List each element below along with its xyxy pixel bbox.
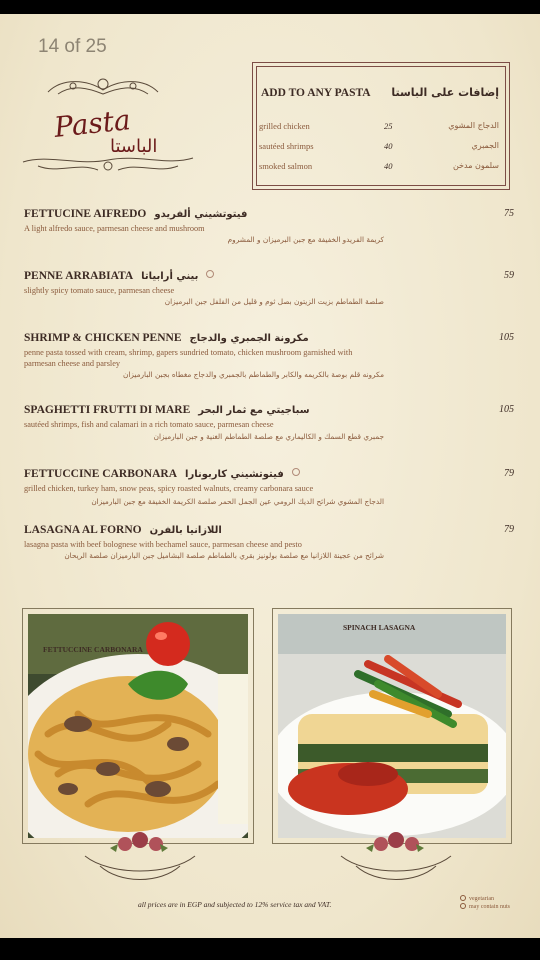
menu-item <box>24 332 516 396</box>
item-price: 59 <box>504 270 514 281</box>
addon-price: 40 <box>384 161 393 171</box>
item-description: A light alfredo sauce, parmesan cheese and mushroom <box>24 224 205 233</box>
addon-name-ar: الدجاج المشوي <box>448 121 499 130</box>
item-description-ar: صلصة الطماطم بزيت الزيتون بصل ثوم و قليل من الفلفل جبن البرميزان <box>164 297 384 306</box>
item-name-ar: مكرونة الجمبري والدجاج <box>189 333 309 344</box>
vegetarian-icon <box>460 895 466 901</box>
addon-row <box>259 161 503 175</box>
legend-nuts: may contain nuts <box>460 903 510 911</box>
item-name: PENNE ARRABIATA بيني أرابياتا <box>24 270 214 282</box>
section-title-ar: الباستا <box>110 136 158 157</box>
item-price: 75 <box>504 208 514 219</box>
item-description: slightly spicy tomato sauce, parmesan cheese <box>24 286 175 295</box>
photo-label: SPINACH LASAGNA <box>343 623 416 632</box>
legend-vegetarian: vegetarian <box>460 895 510 903</box>
item-description: penne pasta tossed with cream, shrimp, gapers sundried tomato, chicken mushroom garnished with parmesan cheese and parsley <box>24 348 353 368</box>
lasagna-photo <box>278 614 506 838</box>
menu-item <box>24 404 516 460</box>
addon-row <box>259 141 503 155</box>
menu-item <box>24 208 516 258</box>
item-name-ar: بيني أرابياتا <box>141 271 199 282</box>
addon-price: 40 <box>384 141 393 151</box>
addons-title-ar: إضافات على الباستا <box>391 86 499 99</box>
photo-frame-carbonara <box>22 608 254 844</box>
menu-page <box>0 14 540 938</box>
menu-item <box>24 524 516 588</box>
item-name: FETTUCINE AIFREDO فيتوتشيني ألفريدو <box>24 208 248 220</box>
section-title-en: Pasta <box>52 103 133 144</box>
section-logo <box>18 62 198 182</box>
addon-price: 25 <box>384 121 393 131</box>
add-to-pasta-box <box>252 62 510 190</box>
item-name-ar: فيتوتشيني ألفريدو <box>154 209 248 220</box>
item-price: 79 <box>504 524 514 535</box>
item-description-ar: الدجاج المشوي شرائح الديك الرومي عين الجمل الحمر صلصة الكريمة الخفيفة مع جبن البارميزان <box>91 497 384 506</box>
item-description-ar: جمبري قطع السمك و الكاليماري مع صلصة الطماطم الغنية و جبن البارميزان <box>153 432 384 441</box>
item-name: SHRIMP & CHICKEN PENNE مكرونة الجمبري والدجاج <box>24 332 309 344</box>
item-description-ar: مكرونه قلم بوصة بالكريمه والكابر والطماطم بالجمبري والدجاج مغطاه بجبن البارميزان <box>122 370 384 379</box>
item-name-ar: اللازانيا بالفرن <box>149 525 222 536</box>
item-description: sautéed shrimps, fish and calamari in a rich tomato sauce, parmesan cheese <box>24 420 274 429</box>
item-description: grilled chicken, turkey ham, snow peas, spicy roasted walnuts, creamy carbonara sauce <box>24 484 314 493</box>
addon-name-ar: الجمبري <box>471 141 499 150</box>
menu-item <box>24 270 516 320</box>
item-price: 105 <box>499 332 514 343</box>
photo-label: FETTUCCINE CARBONARA <box>43 645 143 654</box>
vegetarian-icon <box>292 468 300 476</box>
item-description-ar: كريمة الفريدو الخفيفة مع جبن البرميزان و المشروم <box>227 235 384 244</box>
item-price: 79 <box>504 468 514 479</box>
addons-title: ADD TO ANY PASTA <box>261 87 371 99</box>
price-footnote: all prices are in EGP and subjected to 12% service tax and VAT. <box>138 900 332 909</box>
page-counter: 14 of 25 <box>38 36 107 57</box>
addon-name: grilled chicken <box>259 121 310 131</box>
floral-ornament-icon <box>80 826 200 886</box>
item-name: SPAGHETTI FRUTTI DI MARE سباجيتي مع ثمار البحر <box>24 404 310 416</box>
item-name-ar: فيتوتشيني كاربونارا <box>185 469 284 480</box>
item-name-ar: سباجيتي مع ثمار البحر <box>198 405 310 416</box>
photo-frame-lasagna <box>272 608 512 844</box>
addon-name: sautéed shrimps <box>259 141 314 151</box>
addon-name-ar: سلمون مدخن <box>452 161 499 170</box>
item-description-ar: شرائح من عجينة اللازانيا مع صلصة بولونيز بقري بالطماطم صلصة البشاميل جبن البارميزان صلصة الريحان <box>64 551 384 560</box>
item-name: FETTUCCINE CARBONARA فيتوتشيني كاربونارا <box>24 468 300 480</box>
nuts-icon <box>460 903 466 909</box>
item-description: lasagna pasta with beef bolognese with bechamel sauce, parmesan cheese and pesto <box>24 540 302 549</box>
menu-item <box>24 468 516 524</box>
item-price: 105 <box>499 404 514 415</box>
item-name: LASAGNA AL FORNO اللازانيا بالفرن <box>24 524 222 536</box>
addon-row <box>259 121 503 135</box>
addon-name: smoked salmon <box>259 161 313 171</box>
vegetarian-icon <box>206 270 214 278</box>
legend <box>460 895 510 911</box>
floral-ornament-icon <box>336 826 456 886</box>
